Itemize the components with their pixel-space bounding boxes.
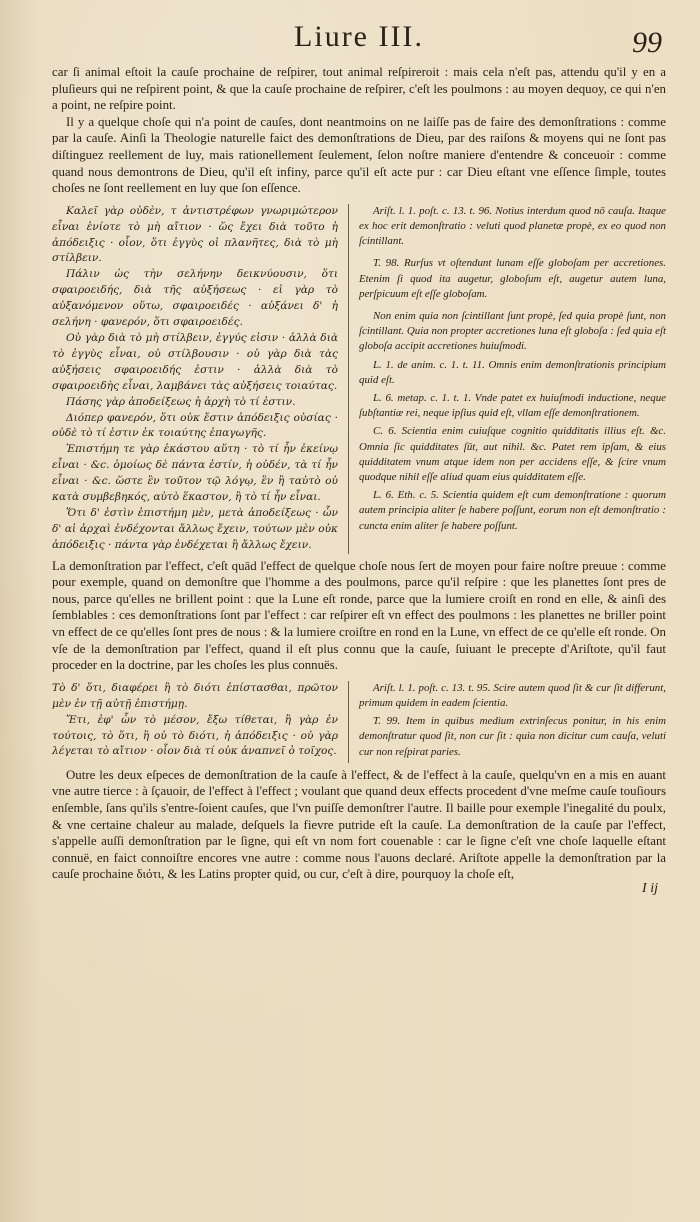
paragraph-respiration: car ſi animal eſtoit la cauſe prochaine de reſpirer, tout animal reſpireroit : mais cela n'eſt pas, attendu qu'il y en a pluſieurs qui ne reſpirent point, & que la cauſe prochaine de reſpirer, c'eſt les poulmons : au moyen dequoy, ce qui n'en a point, ne reſpire point. (52, 65, 666, 113)
citations-block-2 (52, 681, 666, 763)
greek-citation: Πάσης γὰρ ἀποδείξεως ἡ ἀρχὴ τὸ τί ἐστιν. (66, 395, 296, 408)
latin-citation: T. 98. Rurſus vt oſtendunt lunam eſſe globoſam per accretiones. Etenim ſi quod ita augetur, globoſum eſt, augetur autem luna, perſpicuum eſt eſſe globoſam. (359, 257, 666, 300)
paragraph-theology: Il y a quelque choſe qui n'a point de cauſes, dont neantmoins on ne laiſſe pas de faire des demonſtrations : comme par la cauſe. Ainſi la Theologie naturelle faict des demonſtrations de Dieu, par des raiſons & moyens qui ne ſont pas diſtinguez reellement de luy, mais rationellement ſeulement, ſelon noſtre maniere d'entendre & conceuoir : comme quand nous demontrons de Dieu, qu'il eſt infiny, parce qu'il eſt acte pur : car Dieu eſtant vne eſſence ſimple, toutes choſes ne ſont reellement en luy que ſon eſſence. (52, 114, 666, 196)
greek-citation: Πάλιν ὡς τὴν σελήνην δεικνύουσιν, ὅτι σφαιροειδής, διὰ τῆς αὐξήσεως · εἰ γὰρ τὸ αὐξανόμενον οὕτω, σφαιροειδές · αὐξάνει δ' ἡ σελήνη · φανερόν, ὅτι σφαιροειδές. (52, 268, 338, 329)
paragraph-demonstration-by-effect: La demonſtration par l'effect, c'eſt quād l'effect de quelque choſe nous ſert de moyen pour faire noſtre preuue : comme pour exemple, quand on demonſtre que l'homme a des poulmons, parce qu'il reſpire : que les planettes ſont pres de nous, parce qu'elles ne brillent point : que la Lune eſt ronde, parce que la lumiere croiſt en rond en elle, & ainſi des ſemblables : ces demonſtrations ſont par l'effect : car reſpirer eſt vn effect des poulmons : les planettes ne briller point vn effect de ce qu'elles ſont pres de nous : & la lumiere croiſtre en rond en la Lune, vn effect de ce qu'elle eſt ronde. On vſe de la demonſtration par l'effect, quand il eſt plus connu que la cauſe, ſuiuant le precepte d'Ariſtote, qu'il faut proceder en la doctrine, par les choſes les plus connuës. (52, 558, 666, 673)
greek-citations-column (52, 681, 349, 763)
latin-citations-column (349, 204, 666, 554)
running-head: Liure III. (294, 20, 424, 53)
latin-citation: C. 6. Scientia enim cuiuſque cognitio quidditatis illius eſt. &c. Omnia ſic quidditates ſūt, aut nihil. &c. Patet rem ipſam, & eius quidditatem vnum atque idem non per accidens eſſe, & ſcire vnum quodque nihil eſſe aliud quam eius quidditatem eſſe. (359, 425, 666, 483)
latin-citation: L. 6. metap. c. 1. t. 1. Vnde patet ex huiuſmodi inductione, neque ſubſtantiæ rei, neque ipſius quid eſt, vllam eſſe demonſtrationem. (359, 391, 666, 420)
latin-citation: Ariſt. l. 1. poſt. c. 13. t. 95. Scire autem quod ſit & cur ſit differunt, primum quidem in eadem ſcientia. (359, 681, 666, 710)
greek-citation: Ἐπιστήμη τε γὰρ ἑκάστου αὕτη · τὸ τί ἦν ἐκείνῳ εἶναι · &c. ὁμοίως δὲ πάντα ἐστίν, ἡ οὐδέν, τὰ τί ἦν εἶναι · &c. ὥστε ἓν τοῦτον τῷ λόγῳ, ἓν ἢ ταὐτὸ οὐ κατὰ συμβεβηκός, αὐτὸ ἕκαστον, ἢ τὸ τί ἦν εἶναι. (52, 443, 338, 504)
page-number: 99 (632, 26, 662, 59)
page-header (52, 0, 666, 64)
greek-citation: Ὅτι δ' ἐστὶν ἐπιστήμη μὲν, μετὰ ἀποδείξεως · ὧν δ' αἱ ἀρχαὶ ἐνδέχονται ἄλλως ἔχειν, τούτων μὲν οὐκ ἀπόδειξις · πάντα γὰρ ἐνδέχεται ἢ ἄλλως ἔχειν. (52, 506, 338, 551)
greek-citation: Καλεῖ γὰρ οὐδὲν, τ ἀντιστρέφων γνωριμώτερον εἶναι ἐνίοτε τὸ μὴ αἴτιον · ὥς ἔχει διὰ τοῦτο ἡ ἀπόδειξις · οἷον, ὅτι ἐγγὺς οἱ πλανῆτες, διὰ τὸ μὴ στίλβειν. (52, 204, 338, 265)
greek-citation: Ἔτι, ἐφ' ὧν τὸ μέσον, ἔξω τίθεται, ἢ γὰρ ἐν τούτοις, τὸ ὅτι, ἢ οὐ τὸ διότι, ἡ ἀπόδειξις · οὐ γὰρ λέγεται τὸ αἴτιον · οἷον διὰ τί οὐκ ἀναπνεῖ ὁ τοῖχος. (52, 713, 338, 758)
citations-block-1 (52, 204, 666, 554)
signature-mark: I ij (642, 881, 658, 897)
greek-citation: Τὸ δ' ὅτι, διαφέρει ἢ τὸ διότι ἐπίστασθαι, πρῶτον μὲν ἐν τῇ αὐτῇ ἐπιστήμῃ. (52, 681, 338, 710)
latin-citation: L. 6. Eth. c. 5. Scientia quidem eſt cum demonſtratione : quorum autem principia aliter ſe habere poſſunt, eorum non eſt demonſtratio : cuncta enim aliter ſe habere poſſunt. (359, 489, 666, 532)
paragraph-third-species: Outre les deux eſpeces de demonſtration de la cauſe à l'effect, & de l'effect à la cauſe, quelqu'vn en a mis en auant vne autre tierce : à ſçauoir, de l'effect à l'effect ; voulant que quand deux effects procedent d'vne meſme cauſe touſiours enſemble, ſans qu'ils s'entre-ſoient cauſes, que l'vn puiſſe demonſtrer l'autre. Il baille pour exemple l'inegalité du poulx, & vne certaine chaleur au malade, deſquels la fievre putride eſt la cauſe. La demonſtration de la cauſe par l'effect, s'appelle auſſi demonſtration par le ſigne, qui eſt vn nom fort couenable : car le ſigne c'eſt vne choſe laquelle eſtant connuë, en faict connoiſtre encores vne autre : comme nous l'auons declaré. Ariſtote appelle la demonſtration par la cauſe prochaine διότι, & les Latins propter quid, ou cur, c'eſt à dire, pourquoy la choſe eſt, (52, 767, 666, 882)
latin-citation: Ariſt. l. 1. poſt. c. 13. t. 96. Notius interdum quod nō cauſa. Itaque ex hoc erit demonſtratio : veluti quod planetæ propè, ex eo quod non ſcintillant. (359, 204, 666, 248)
latin-citation: L. 1. de anim. c. 1. t. 11. Omnis enim demonſtrationis principium quid eſt. (359, 358, 666, 386)
latin-citation: Non enim quia non ſcintillant ſunt propè, ſed quia propè ſunt, non ſcintillant. Quia non propter accretiones luna eſt globoſa : ſed quia eſt globoſa accipit accretiones huiuſmodi. (359, 309, 666, 353)
latin-citation: T. 99. Item in quibus medium extrinſecus ponitur, in his enim demonſtratur quod ſit, non cur ſit : quia non dicitur cum cauſa, veluti cur non reſpirat paries. (359, 715, 666, 758)
greek-citation: Οὐ γὰρ διὰ τὸ μὴ στίλβειν, ἐγγύς εἰσιν · ἀλλὰ διὰ τὸ ἐγγὺς εἶναι, οὐ στίλβουσιν · οὐ γὰρ διὰ τὰς αὐξήσεις σφαιροειδής ἐστιν · ἀλλὰ διὰ τὸ σφαιροειδὴς εἶναι, λαμβάνει τὰς αὐξήσεις τοιαύτας. (52, 332, 338, 392)
greek-citations-column (52, 204, 349, 554)
greek-citation: Διόπερ φανερόν, ὅτι οὐκ ἔστιν ἀπόδειξις οὐσίας · οὐδὲ τὸ τί ἐστιν ἐκ τοιαύτης ἐπαγωγῆς. (52, 411, 338, 440)
latin-citations-column (349, 681, 666, 763)
